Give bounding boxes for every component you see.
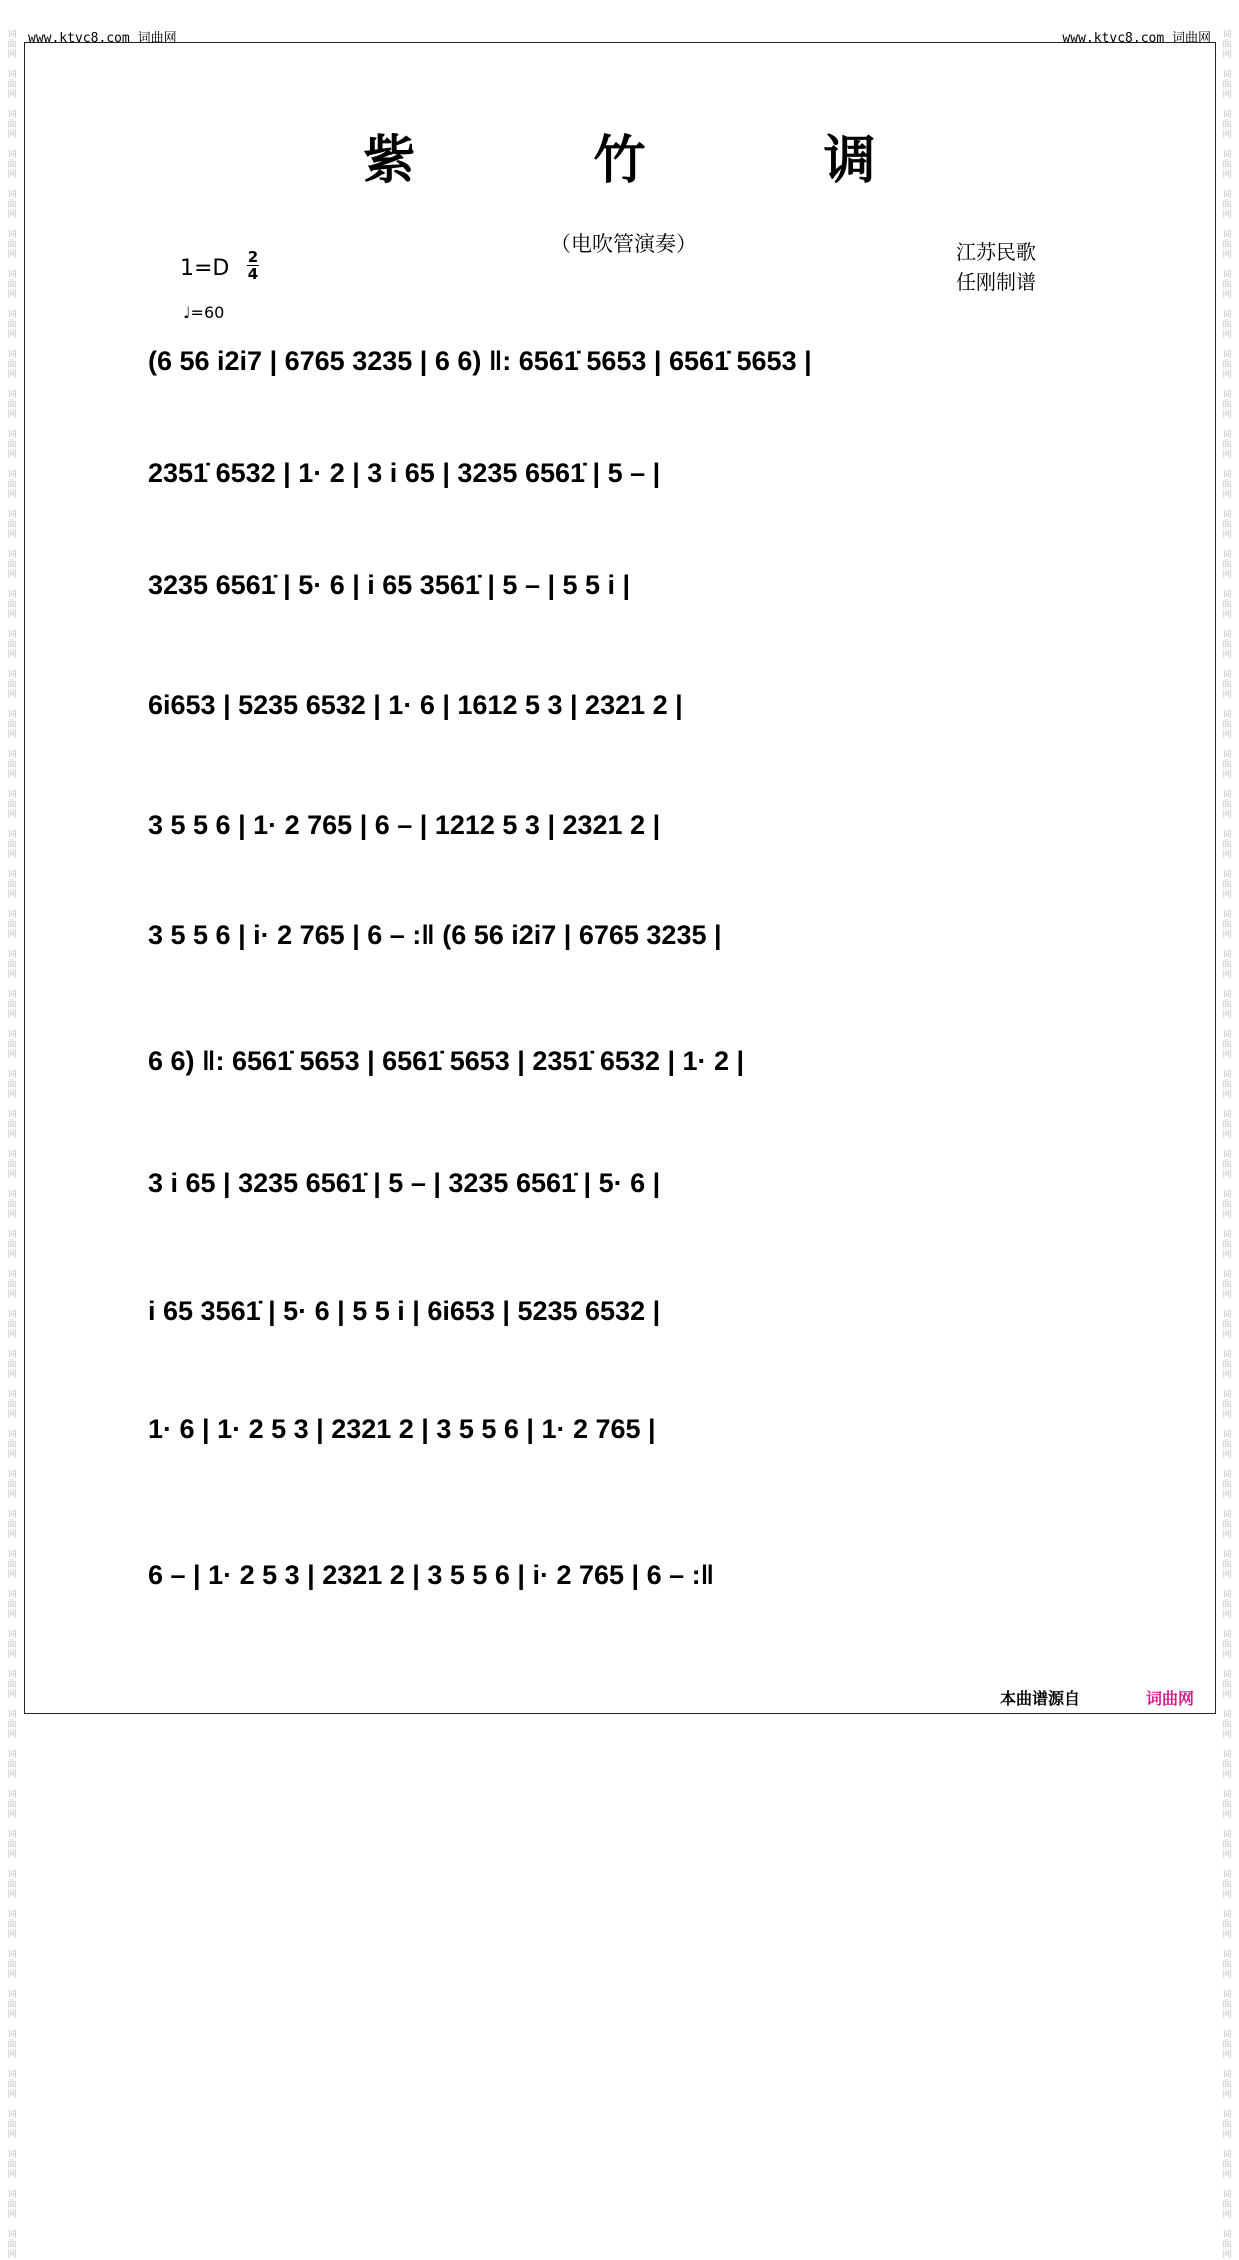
song-title: 紫 竹 调 [363,130,956,191]
score-line-6: 3 5 5 6 | i· 2 765 | 6 – :‖ (6 56 i2i7 | 6765 3235 | [148,920,722,950]
song-origin: 江苏民歌 [956,240,1036,264]
site-header-left: www.ktvc8.com 词曲网 [28,31,177,46]
score-line-2: 2351̇ 6532 | 1· 2 | 3 i 65 | 3235 6561̇ | 5 – | [148,458,661,488]
song-arranger: 任刚制谱 [956,270,1036,294]
score-line-8: 3 i 65 | 3235 6561̇ | 5 – | 3235 6561̇ | 5· 6 | [148,1168,661,1198]
score-line-11: 6 – | 1· 2 5 3 | 2321 2 | 3 5 5 6 | i· 2 765 | 6 – :‖ [148,1560,715,1590]
time-signature [247,249,259,282]
score-line-10: 1· 6 | 1· 2 5 3 | 2321 2 | 3 5 5 6 | 1· 2 765 | [148,1414,656,1444]
time-signature-top: 2 [247,248,259,266]
score-line-1: (6 56 i2i7 | 6765 3235 | 6 6) ‖: 6561̇ 5653 | 6561̇ 5653 | [148,346,812,376]
side-watermark-left: 词 曲 网 词 曲 网 词 曲 网 词 曲 网 词 曲 网 词 曲 网 词 曲 网 词 曲 网 词 曲 网 词 曲 网 词 曲 网 词 曲 网 词 曲 网 词 曲 网 词 曲 网 词 曲 网 词 曲 网 词 曲 网 词 曲 网 词 曲 网 词 曲 网 词 曲 网 词 曲 网 词 曲 网 词 曲 网 词 曲 网 词 曲 网 词 曲 网 词 曲 网 词 曲 网 词 曲 网 词 曲 网 词 曲 网 词 曲 网 词 曲 网 词 曲 网 词 曲 网 词 曲 网 词 曲 网 词 曲 网 词 曲 网 词 曲 网 词 曲 网 词 曲 网 词 曲 网 词 曲 网 词 曲 网 词 曲 网 词 曲 网 词 曲 网 词 曲 网 词 曲 网 词 曲 网 词 曲 网 词 曲 网 词 曲 网 [7,30,17,2260]
tempo-marking: ♩=60 [183,303,225,322]
footer-source-label: 本曲谱源自 [1000,1689,1081,1708]
score-line-3: 3235 6561̇ | 5· 6 | i 65 3561̇ | 5 – | 5 5 i | [148,570,631,600]
time-signature-bottom: 4 [247,265,259,283]
key-signature: 1=D [180,256,230,281]
footer-source-logo: 词曲网 [1146,1689,1195,1708]
site-header-right: www.ktvc8.com 词曲网 [1062,31,1211,46]
score-line-7: 6 6) ‖: 6561̇ 5653 | 6561̇ 5653 | 2351̇ 6532 | 1· 2 | [148,1046,745,1076]
score-line-9: i 65 3561̇ | 5· 6 | 5 5 i | 6i653 | 5235 6532 | [148,1296,661,1326]
score-line-4: 6i653 | 5235 6532 | 1· 6 | 1612 5 3 | 2321 2 | [148,690,683,720]
page-frame [24,42,1216,1714]
side-watermark-right: 词 曲 网 词 曲 网 词 曲 网 词 曲 网 词 曲 网 词 曲 网 词 曲 网 词 曲 网 词 曲 网 词 曲 网 词 曲 网 词 曲 网 词 曲 网 词 曲 网 词 曲 网 词 曲 网 词 曲 网 词 曲 网 词 曲 网 词 曲 网 词 曲 网 词 曲 网 词 曲 网 词 曲 网 词 曲 网 词 曲 网 词 曲 网 词 曲 网 词 曲 网 词 曲 网 词 曲 网 词 曲 网 词 曲 网 词 曲 网 词 曲 网 词 曲 网 词 曲 网 词 曲 网 词 曲 网 词 曲 网 词 曲 网 词 曲 网 词 曲 网 词 曲 网 词 曲 网 词 曲 网 词 曲 网 词 曲 网 词 曲 网 词 曲 网 词 曲 网 词 曲 网 词 曲 网 词 曲 网 词 曲 网 词 曲 网 [1222,30,1232,2260]
score-line-5: 3 5 5 6 | 1· 2 765 | 6 – | 1212 5 3 | 2321 2 | [148,810,661,840]
song-subtitle: （电吹管演奏） [550,232,697,256]
